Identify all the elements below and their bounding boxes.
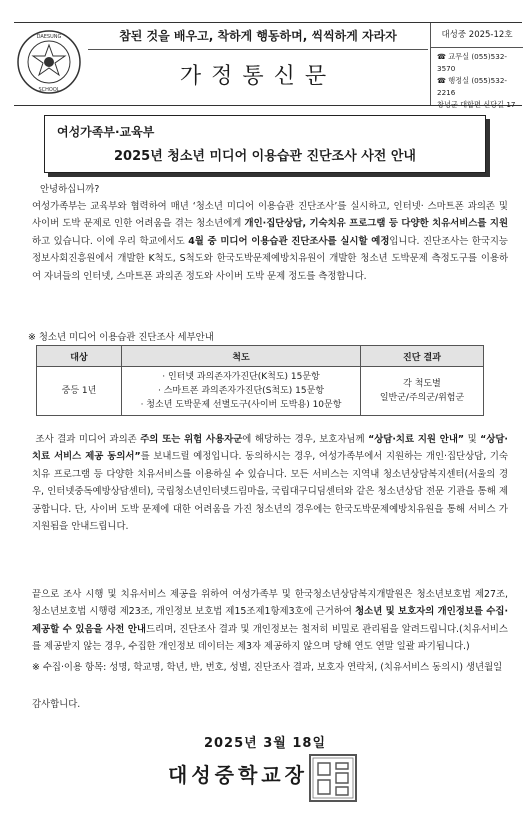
privacy-highlight: 청소년 및 보호자의 개인정보를 수집·제공할 수 있음을 사전 안내 [32,606,509,635]
intro-text: 입니다. 진단조사는 한국지능정보사회진흥원에서 개발한 K척도, S척도와 한국도박문제예방치유원이 개발한 청소년 도박문제 측정도구를 이용하여 자녀들의 인터넷, 스마트폰 과의존 정도와 사이버 도박 문제 정도를 측정합니다. [32,235,508,282]
scale-item: · 인터넷 과의존자가진단(K척도) 15문항 [162,372,320,382]
survey-details-table [36,345,484,416]
cell-target: 중등 1년 [37,367,122,416]
intro-text: 여성가족부는 교육부와 협력하여 매년 ‘청소년 미디어 이용습관 진단조사’를 실시하고, 인터넷· 스마트폰 과의존 및 사이버 도박 문제로 인한 어려움을 겪는 청소년에게 [32,201,508,230]
header-scale: 척도 [122,346,361,367]
notice-title: 2025년 청소년 미디어 이용습관 진단조사 사전 안내 [114,149,416,164]
notice-ministry: 여성가족부·교육부 [57,125,155,139]
result-line: 일반군/주의군/위험군 [379,393,465,403]
notice-title-box [44,115,486,173]
results-text: 조사 결과 미디어 과의존 [35,434,141,445]
intro-text: 하고 있습니다. 이에 우리 학교에서도 [32,235,189,247]
principal-signature: 대성중학교장 [168,763,308,787]
results-text: 를 보내드릴 예정입니다. 동의하시는 경우, 여성가족부에서 지원하는 개인·집단상담, 기숙치유 프로그램 등 다양한 치유서비스를 이용하실 수 있습니다. 모든 서비스는 지역내 청소년상담복지센터(서울의 경우, 인터넷중독예방상담센터), 국립청소년인터넷드림마을, 국립대구디딤센터와 같은 청소년상담 전문 기관을 통해 제공합니다. 단, 사이버 도박 문제에 대한 어려움을 가진 청소년의 경우에는 한국도박문제예방치유원을 통해 서비스 가 지원됨을 안내드립니다. [32,451,508,533]
cell-result [361,367,484,416]
results-text: 에 해당하는 경우, 보호자님께 [242,434,369,445]
intro-highlight-schedule: 4월 중 미디어 이용습관 진단조사를 실시할 예정 [188,235,390,247]
table-caption: ※ 청소년 미디어 이용습관 진단조사 세부안내 [28,332,214,343]
table-row [37,367,484,416]
issue-number: 대성중 2025-12호 [431,23,523,48]
header-target: 대상 [37,346,122,367]
result-line: 각 척도별 [403,379,441,389]
phone-admin: ☎ 행정실 (055)532-2216 [437,76,507,97]
official-seal [308,753,358,803]
table-header-row [37,346,484,367]
school-motto: 참된 것을 배우고, 착하게 행동하며, 씩씩하게 자라자 [88,23,428,50]
paragraph-intro [32,198,508,285]
paragraph-results [32,431,508,535]
closing: 감사합니다. [32,699,81,710]
cell-scales [122,367,361,416]
header-result: 진단 결과 [361,346,484,367]
phone-office: ☎ 교무실 (055)532-3570 [437,52,507,73]
intro-highlight-services: 개인·집단상담, 기숙치유 프로그램 등 다양한 치유서비스를 지원 [244,218,509,230]
privacy-text: 드리며, 진단조사 결과 및 개인정보는 철저히 비밀로 관리됨을 알려드립니다.(치유서비스를 제공받지 않는 경우, 수집한 개인정보 데이터는 제3자 제공하지 않으며 당해 연도 연말 일괄 파기됩니다.) [32,623,508,653]
results-text: 및 [464,434,481,445]
contact-info [431,48,523,111]
school-address: 창녕군 대합면 신당길 17 [437,100,516,109]
newsletter-header [14,22,522,109]
scale-item: · 청소년 도박문제 선별도구(사이버 도박용) 10문항 [140,400,342,410]
school-logo [16,29,82,95]
issue-date: 2025년 3월 18일 [203,736,327,751]
header-info [430,23,523,109]
svg-text:DAESUNG: DAESUNG [36,34,62,40]
greeting: 안녕하십니까? [40,184,100,195]
privacy-text: 끝으로 조사 시행 및 치유서비스 제공을 위하여 여성가족부 및 한국청소년상담복지개발원은 청소년보호법 제27조, 청소년보호법 시행령 제23조, 개인정보 보호법 제15조제1항제3호에 근거하여 [32,589,508,618]
results-highlight-risk: 주의 또는 위험 사용자군 [140,434,243,445]
results-highlight-consent: “상담·치료 서비스 제공 동의서” [32,434,508,463]
paragraph-privacy [32,586,508,656]
svg-text:SCHOOL: SCHOOL [38,87,60,93]
results-highlight-guide: “상담·치료 지원 안내” [368,434,465,445]
scale-item: · 스마트폰 과의존자가진단(S척도) 15문항 [157,386,325,396]
newsletter-title: 가정통신문 [179,64,337,89]
collection-items-note: ※ 수집·이용 항목: 성명, 학교명, 학년, 반, 번호, 성별, 진단조사 결과, 보호자 연락처, (치유서비스 동의시) 생년월일 [32,662,503,673]
